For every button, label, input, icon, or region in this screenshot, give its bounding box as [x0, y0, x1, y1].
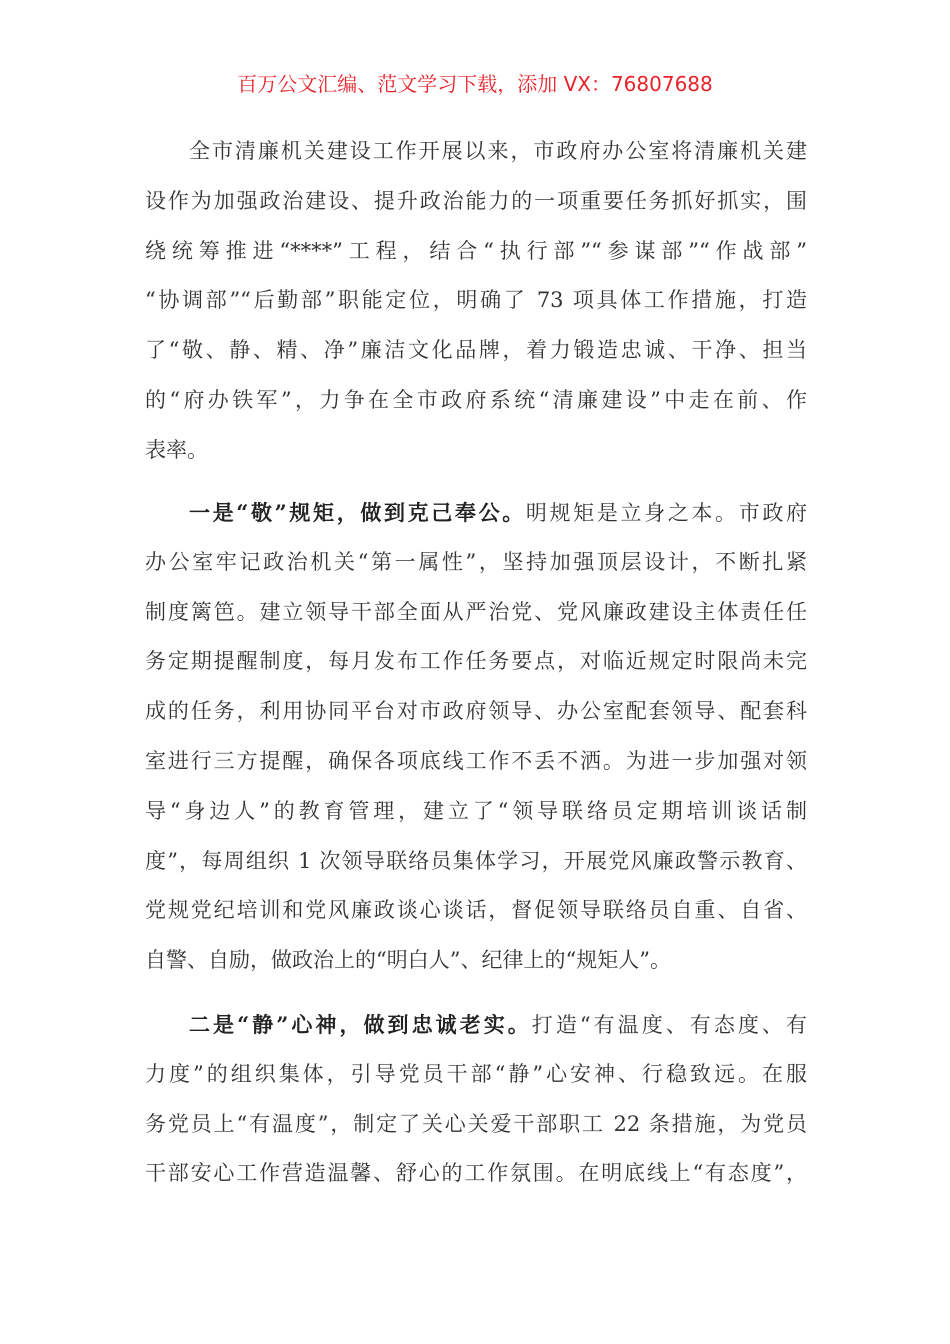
text-line: “协调部”“后勤部”职能定位，明确了 73 项具体工作措施，打造 [145, 288, 807, 313]
text-line: 绕统筹推进“****”工程，结合“执行部”“参谋部”“作战部” [145, 238, 807, 263]
text-line: 室进行三方提醒，确保各项底线工作不丢不洒。为进一步加强对领 [145, 748, 807, 773]
paragraph-jing-rules [145, 488, 807, 986]
paragraph-jing-mind [145, 1000, 807, 1199]
text-line: 成的任务，利用协同平台对市政府领导、办公室配套领导、配套科 [145, 699, 807, 724]
paragraph-lead-heading: 二是“静”心神，做到忠诚老实。 [189, 1012, 532, 1037]
text-line [145, 488, 807, 538]
text-line: 务党员上“有温度”，制定了关心关爱干部职工 22 条措施，为党员 [145, 1111, 807, 1136]
text-line: 导“身边人”的教育管理，建立了“领导联络员定期培训谈话制 [145, 798, 807, 823]
text-line: 干部安心工作营造温馨、舒心的工作氛围。在明底线上“有态度”， [145, 1161, 807, 1186]
text-line: 全市清廉机关建设工作开展以来，市政府办公室将清廉机关建 [189, 139, 807, 163]
paragraph-lead-heading: 一是“敬”规矩，做到克己奉公。 [189, 500, 526, 525]
text-line: 党规党纪培训和党风廉政谈心谈话，督促领导联络员自重、自省、 [145, 898, 807, 923]
text-span: 打造“有温度、有态度、有 [531, 1013, 807, 1037]
text-line: 办公室牢记政治机关“第一属性”，坚持加强顶层设计，不断扎紧 [145, 549, 807, 574]
text-line [145, 1000, 807, 1050]
watermark-header: 百万公文汇编、范文学习下载，添加 VX：76807688 [237, 72, 713, 96]
text-line: 度”，每周组织 1 次领导联络员集体学习，开展党风廉政警示教育、 [145, 848, 807, 873]
text-line: 的“府办铁军”，力争在全市政府系统“清廉建设”中走在前、作 [145, 387, 807, 412]
paragraph-intro [145, 127, 807, 476]
text-line: 自警、自励，做政治上的“明白人”、纪律上的“规矩人”。 [145, 948, 671, 973]
text-line: 务定期提醒制度，每月发布工作任务要点，对临近规定时限尚未完 [145, 649, 807, 674]
text-line: 力度”的组织集体，引导党员干部“静”心安神、行稳致远。在服 [145, 1061, 807, 1086]
text-line: 了“敬、静、精、净”廉洁文化品牌，着力锻造忠诚、干净、担当 [145, 338, 807, 363]
text-line: 表率。 [145, 437, 208, 462]
text-line: 设作为加强政治建设、提升政治能力的一项重要任务抓好抓实，围 [145, 188, 807, 213]
text-span: 明规矩是立身之本。市政府 [525, 501, 807, 525]
text-line: 制度篱笆。建立领导干部全面从严治党、党风廉政建设主体责任任 [145, 599, 807, 624]
